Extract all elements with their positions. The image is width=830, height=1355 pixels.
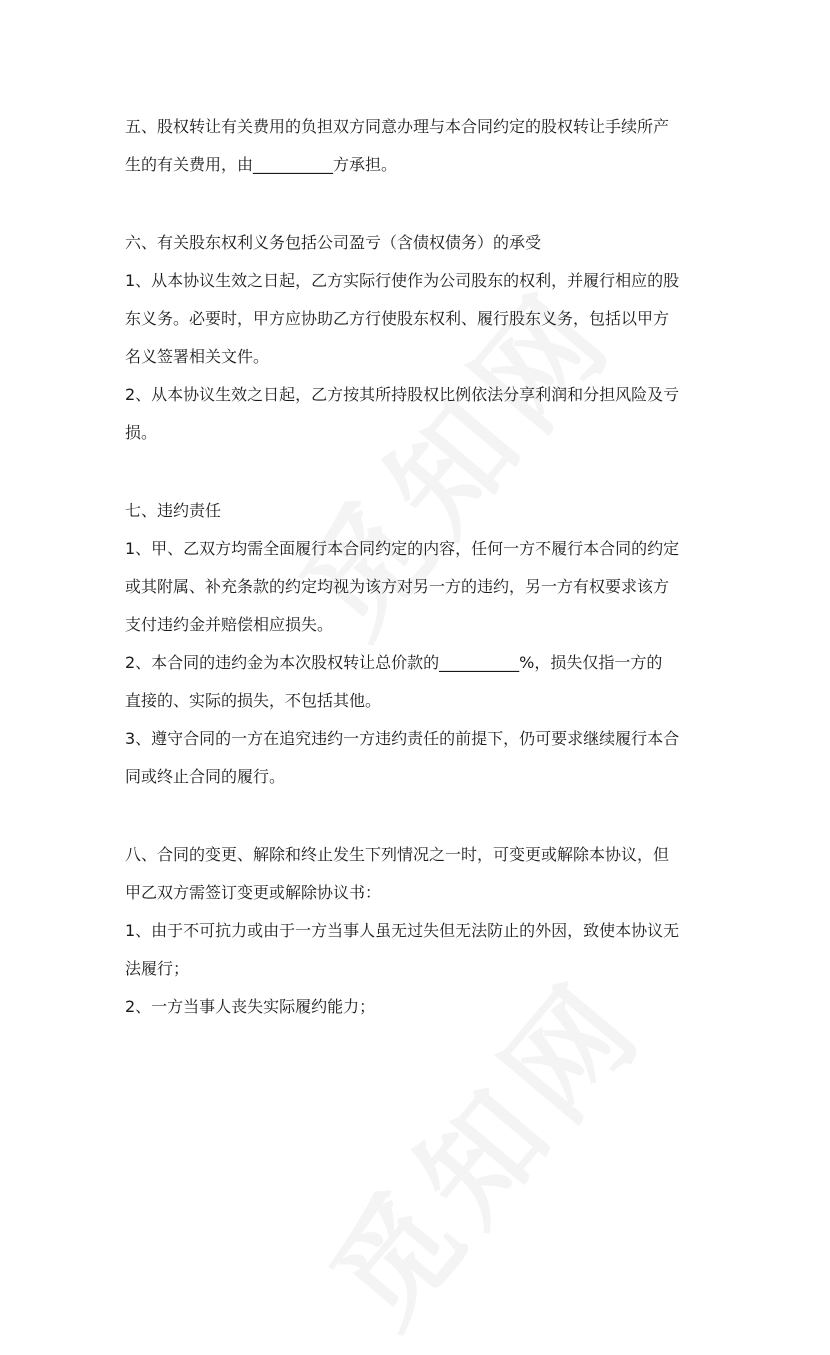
paragraph-line: 东义务。必要时，甲方应协助乙方行使股东权利、履行股东义务，包括以甲方 xyxy=(125,309,670,328)
paragraph-line: 支付违约金并赔偿相应损失。 xyxy=(125,615,334,634)
paragraph-line: 名义签署相关文件。 xyxy=(125,347,270,366)
section-5 xyxy=(125,108,705,184)
paragraph-line: 法履行； xyxy=(125,959,190,978)
section-8 xyxy=(125,836,705,1026)
paragraph-line: 同或终止合同的履行。 xyxy=(125,767,286,786)
paragraph-line: 2、从本协议生效之日起，乙方按其所持股权比例依法分享利润和分担风险及亏 xyxy=(125,385,680,404)
paragraph-line: 1、从本协议生效之日起，乙方实际行使作为公司股东的权利，并履行相应的股 xyxy=(125,271,680,290)
paragraph-line: 生的有关费用，由__________方承担。 xyxy=(125,155,398,174)
section-6 xyxy=(125,224,705,452)
paragraph-line: 或其附属、补充条款的约定均视为该方对另一方的违约，另一方有权要求该方 xyxy=(125,577,670,596)
section-heading: 七、违约责任 xyxy=(125,501,222,520)
paragraph-line: 1、由于不可抗力或由于一方当事人虽无过失但无法防止的外因，致使本协议无 xyxy=(125,921,680,940)
section-heading: 八、合同的变更、解除和终止发生下列情况之一时，可变更或解除本协议，但 xyxy=(125,845,670,864)
paragraph-line: 五、股权转让有关费用的负担双方同意办理与本合同约定的股权转让手续所产 xyxy=(125,117,670,136)
paragraph-line: 1、甲、乙双方均需全面履行本合同约定的内容，任何一方不履行本合同的约定 xyxy=(125,539,680,558)
paragraph-line: 2、一方当事人丧失实际履约能力； xyxy=(125,997,376,1016)
paragraph-line: 3、遵守合同的一方在追究违约一方违约责任的前提下，仍可要求继续履行本合 xyxy=(125,729,680,748)
document-body xyxy=(125,108,705,1026)
section-7 xyxy=(125,492,705,796)
paragraph-line: 甲乙双方需签订变更或解除协议书： xyxy=(125,883,382,902)
paragraph-line: 2、本合同的违约金为本次股权转让总价款的__________%，损失仅指一方的 xyxy=(125,653,663,672)
paragraph-line: 直接的、实际的损失，不包括其他。 xyxy=(125,691,382,710)
paragraph-line: 损。 xyxy=(125,423,158,442)
section-heading: 六、有关股东权利义务包括公司盈亏（含债权债务）的承受 xyxy=(125,233,542,252)
